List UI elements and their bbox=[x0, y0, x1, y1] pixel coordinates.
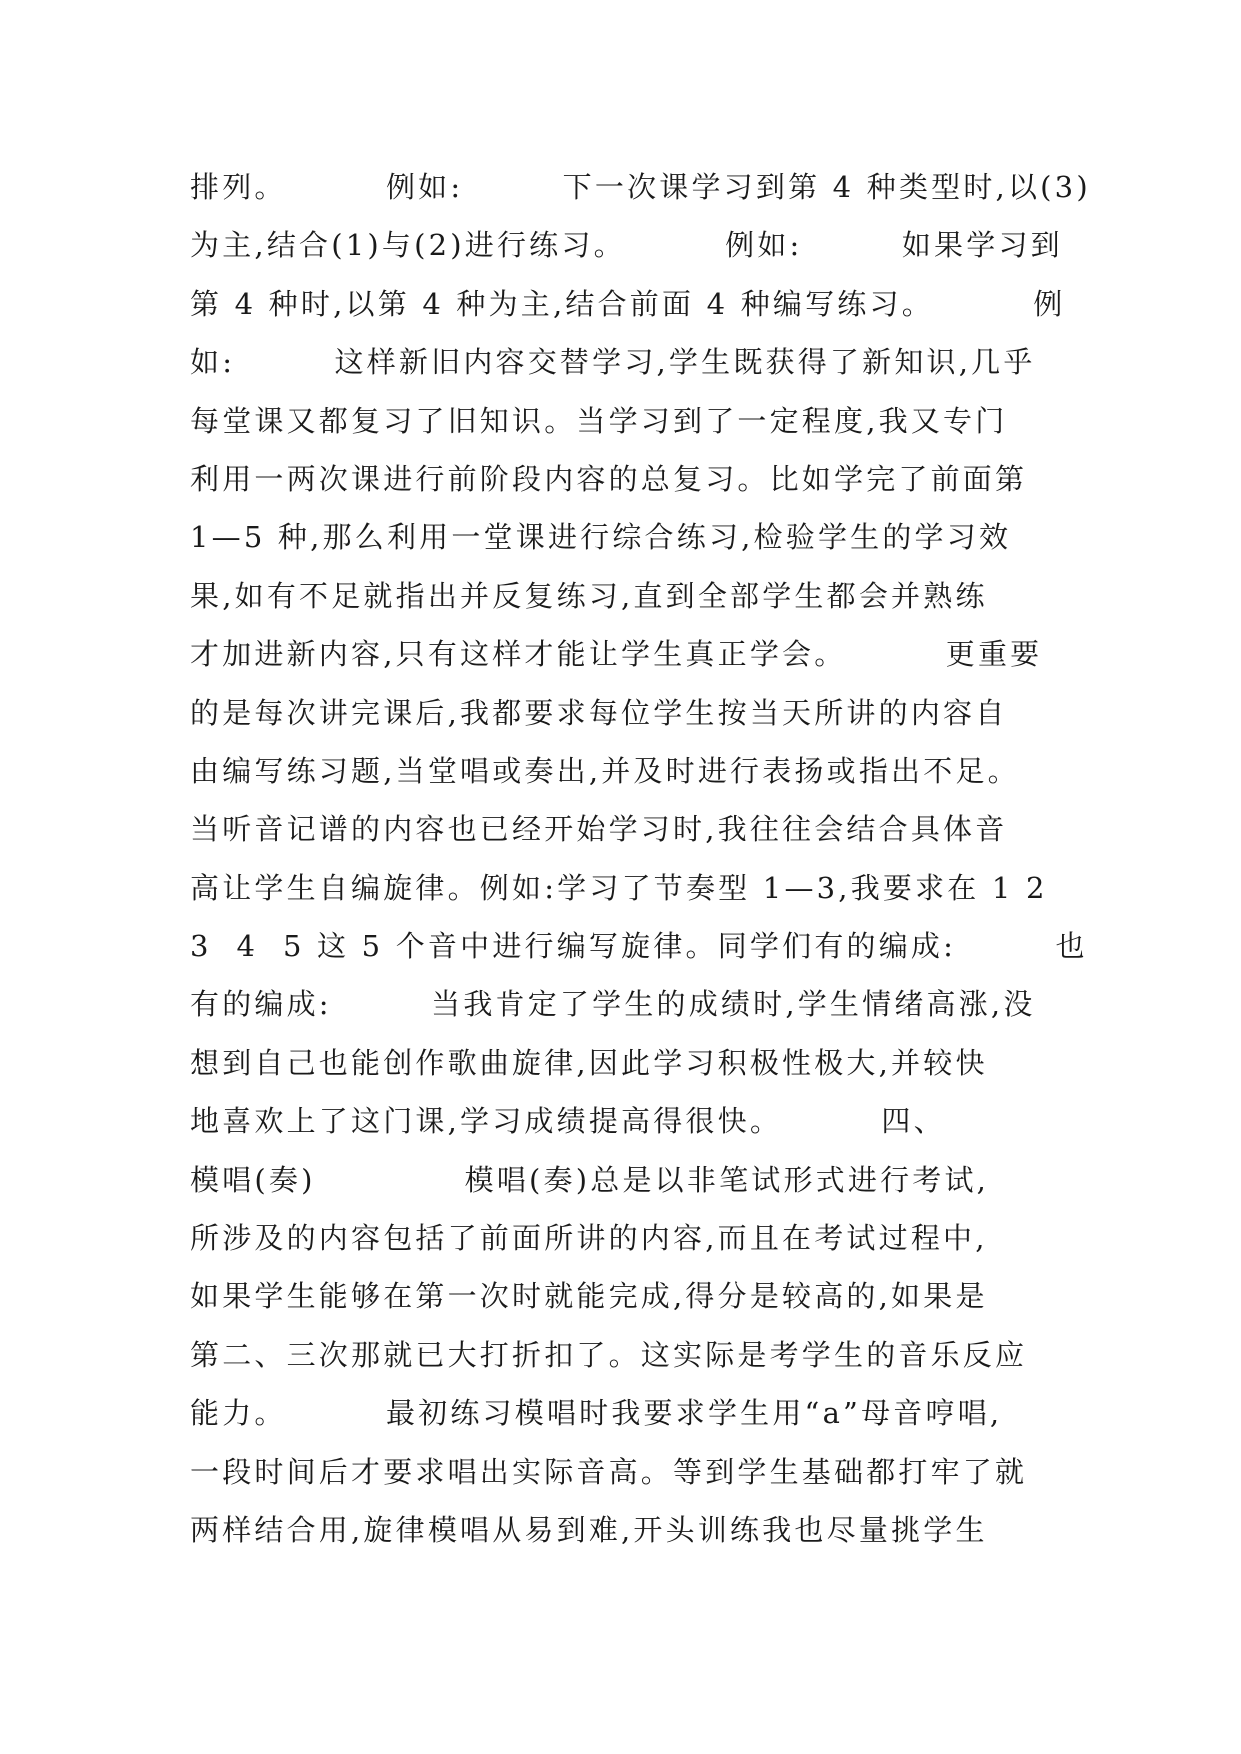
text-line: 想到自己也能创作歌曲旋律,因此学习积极性极大,并较快 bbox=[190, 1045, 988, 1080]
text-line: 第二、三次那就已大打折扣了。这实际是考学生的音乐反应 bbox=[190, 1337, 1028, 1372]
text-line: 果,如有不足就指出并反复练习,直到全部学生都会并熟练 bbox=[190, 578, 988, 613]
text-line: 3 4 5 这 5 个音中进行编写旋律。同学们有的编成: 也 bbox=[190, 929, 1088, 964]
text-line: 当听音记谱的内容也已经开始学习时,我往往会结合具体音 bbox=[190, 812, 1008, 847]
body-text bbox=[190, 158, 1091, 1559]
text-line: 一段时间后才要求唱出实际音高。等到学生基础都打牢了就 bbox=[190, 1454, 1028, 1489]
text-line: 由编写练习题,当堂唱或奏出,并及时进行表扬或指出不足。 bbox=[190, 753, 1020, 788]
text-line: 每堂课又都复习了旧知识。当学习到了一定程度,我又专门 bbox=[190, 403, 1008, 438]
text-line: 地喜欢上了这门课,学习成绩提高得很快。 四、 bbox=[190, 1104, 946, 1139]
text-line: 所涉及的内容包括了前面所讲的内容,而且在考试过程中, bbox=[190, 1221, 988, 1256]
text-line: 利用一两次课进行前阶段内容的总复习。比如学完了前面第 bbox=[190, 461, 1028, 496]
text-line: 两样结合用,旋律模唱从易到难,开头训练我也尽量挑学生 bbox=[190, 1512, 988, 1547]
text-line: 排列。 例如: 下一次课学习到第 4 种类型时,以(3) bbox=[190, 170, 1091, 204]
text-line: 能力。 最初练习模唱时我要求学生用“a”母音哼唱, bbox=[190, 1396, 1003, 1431]
text-line: 如果学生能够在第一次时就能完成,得分是较高的,如果是 bbox=[190, 1279, 988, 1314]
text-line: 的是每次讲完课后,我都要求每位学生按当天所讲的内容自 bbox=[190, 695, 1008, 730]
text-line: 如: 这样新旧内容交替学习,学生既获得了新知识,几乎 bbox=[190, 345, 1036, 380]
text-line: 模唱(奏) 模唱(奏)总是以非笔试形式进行考试, bbox=[190, 1162, 990, 1197]
text-line: 高让学生自编旋律。例如:学习了节奏型 1—3,我要求在 1 2 bbox=[190, 870, 1048, 905]
text-line: 1—5 种,那么利用一堂课进行综合练习,检验学生的学习效 bbox=[190, 520, 1012, 555]
text-line: 有的编成: 当我肯定了学生的成绩时,学生情绪高涨,没 bbox=[190, 987, 1036, 1022]
text-line: 才加进新内容,只有这样才能让学生真正学会。 更重要 bbox=[190, 637, 1043, 672]
text-line: 为主,结合(1)与(2)进行练习。 例如: 如果学习到 bbox=[190, 228, 1063, 263]
text-line: 第 4 种时,以第 4 种为主,结合前面 4 种编写练习。 例 bbox=[190, 286, 1066, 321]
